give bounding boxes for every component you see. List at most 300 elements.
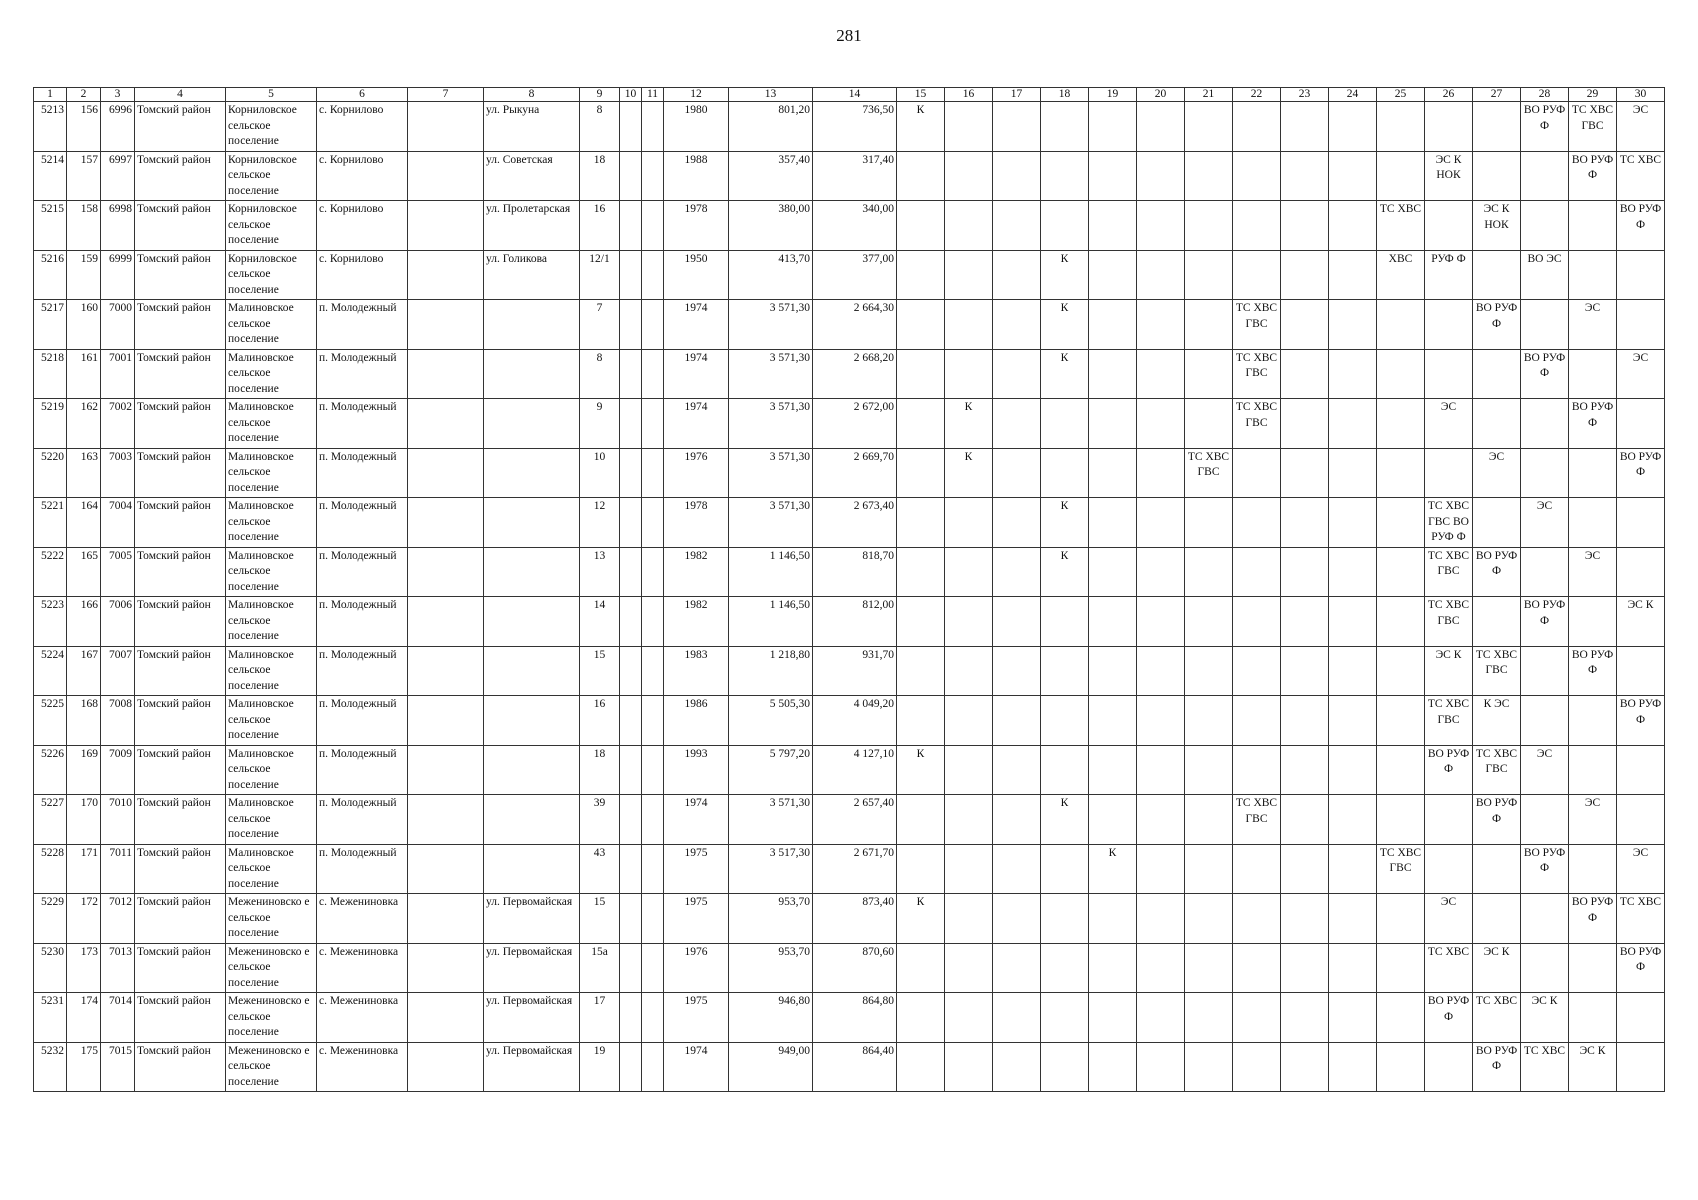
table-cell	[1233, 894, 1281, 944]
table-cell	[1137, 993, 1185, 1043]
table-row	[34, 250, 1665, 300]
table-cell: 5216	[34, 250, 67, 300]
table-cell: 1988	[664, 151, 729, 201]
table-cell	[1041, 597, 1089, 647]
table-cell	[897, 448, 945, 498]
table-cell	[1089, 1042, 1137, 1092]
table-cell	[1473, 349, 1521, 399]
table-cell: К	[1041, 795, 1089, 845]
table-cell	[1425, 102, 1473, 152]
table-row	[34, 448, 1665, 498]
table-cell	[1041, 993, 1089, 1043]
table-cell: ЭС	[1425, 399, 1473, 449]
table-cell	[1329, 349, 1377, 399]
table-cell	[1137, 448, 1185, 498]
table-cell	[1329, 300, 1377, 350]
table-cell: 377,00	[813, 250, 897, 300]
table-cell: 161	[67, 349, 101, 399]
table-cell	[1281, 448, 1329, 498]
table-cell: 812,00	[813, 597, 897, 647]
table-cell: 413,70	[729, 250, 813, 300]
table-cell	[1569, 696, 1617, 746]
table-cell	[1617, 300, 1665, 350]
table-row	[34, 102, 1665, 152]
table-cell: 4 127,10	[813, 745, 897, 795]
table-cell	[620, 745, 642, 795]
table-cell	[945, 1042, 993, 1092]
table-cell: К	[1041, 250, 1089, 300]
table-cell	[620, 1042, 642, 1092]
table-cell	[993, 696, 1041, 746]
table-cell: 43	[580, 844, 620, 894]
table-cell: 16	[580, 201, 620, 251]
table-cell	[1329, 399, 1377, 449]
table-cell	[620, 300, 642, 350]
table-cell: 160	[67, 300, 101, 350]
table-cell	[1041, 646, 1089, 696]
table-cell: 5232	[34, 1042, 67, 1092]
table-cell: ВО РУФ Ф	[1473, 795, 1521, 845]
table-cell: 5224	[34, 646, 67, 696]
table-cell: К	[945, 448, 993, 498]
table-cell	[1521, 646, 1569, 696]
table-cell	[993, 250, 1041, 300]
page-number: 281	[836, 26, 862, 45]
table-cell: 7015	[101, 1042, 135, 1092]
table-cell	[1281, 102, 1329, 152]
table-cell	[993, 894, 1041, 944]
table-cell: ул. Первомайская	[484, 894, 580, 944]
table-cell	[1041, 943, 1089, 993]
table-cell: К	[1041, 300, 1089, 350]
table-cell	[1281, 844, 1329, 894]
table-cell	[620, 399, 642, 449]
table-cell: 818,70	[813, 547, 897, 597]
table-cell	[408, 696, 484, 746]
table-cell	[1185, 597, 1233, 647]
table-cell: ТС ХВС ГВС	[1185, 448, 1233, 498]
table-cell	[1281, 300, 1329, 350]
table-cell	[408, 795, 484, 845]
table-cell: 1993	[664, 745, 729, 795]
table-cell	[408, 1042, 484, 1092]
table-cell: ТС ХВС	[1473, 993, 1521, 1043]
column-header: 29	[1569, 88, 1617, 102]
table-cell: Томский район	[135, 795, 226, 845]
table-cell	[1329, 151, 1377, 201]
table-cell	[408, 498, 484, 548]
table-cell	[945, 498, 993, 548]
column-header: 24	[1329, 88, 1377, 102]
table-cell: 18	[580, 151, 620, 201]
table-cell	[945, 300, 993, 350]
table-cell	[642, 399, 664, 449]
table-cell	[1185, 844, 1233, 894]
table-cell: 14	[580, 597, 620, 647]
table-cell	[897, 250, 945, 300]
table-cell: Томский район	[135, 300, 226, 350]
table-cell: К	[1041, 547, 1089, 597]
table-cell	[993, 498, 1041, 548]
table-cell: п. Молодежный	[317, 498, 408, 548]
table-cell	[1377, 795, 1425, 845]
table-cell: 164	[67, 498, 101, 548]
table-cell	[484, 844, 580, 894]
table-cell: 2 657,40	[813, 795, 897, 845]
table-cell	[1377, 943, 1425, 993]
table-cell: ЭС	[1617, 102, 1665, 152]
table-cell	[1233, 547, 1281, 597]
table-cell: Корниловское сельское поселение	[226, 102, 317, 152]
column-header: 28	[1521, 88, 1569, 102]
table-cell: п. Молодежный	[317, 745, 408, 795]
table-cell: п. Молодежный	[317, 795, 408, 845]
table-cell: с. Корнилово	[317, 102, 408, 152]
table-cell	[1377, 448, 1425, 498]
table-cell: 15а	[580, 943, 620, 993]
table-cell	[897, 943, 945, 993]
table-cell	[642, 102, 664, 152]
table-cell	[1137, 646, 1185, 696]
table-cell	[945, 201, 993, 251]
table-cell: Томский район	[135, 943, 226, 993]
table-cell: Малиновское сельское поселение	[226, 745, 317, 795]
table-cell	[620, 993, 642, 1043]
table-cell	[620, 498, 642, 548]
table-cell: ВО РУФ Ф	[1425, 745, 1473, 795]
table-cell	[642, 993, 664, 1043]
table-cell	[993, 795, 1041, 845]
table-cell: Томский район	[135, 1042, 226, 1092]
table-cell: Межениновско е сельское поселение	[226, 993, 317, 1043]
table-cell	[1185, 151, 1233, 201]
table-cell: 4 049,20	[813, 696, 897, 746]
table-cell: ул. Рыкуна	[484, 102, 580, 152]
table-cell	[1233, 250, 1281, 300]
table-cell	[1089, 795, 1137, 845]
table-cell: ЭС	[1617, 349, 1665, 399]
table-cell: ТС ХВС ГВС	[1569, 102, 1617, 152]
table-cell	[484, 547, 580, 597]
table-cell: ЭС К	[1425, 646, 1473, 696]
table-cell: ВО РУФ Ф	[1473, 300, 1521, 350]
table-cell	[945, 696, 993, 746]
table-cell	[408, 151, 484, 201]
table-cell	[408, 745, 484, 795]
table-row	[34, 151, 1665, 201]
table-cell: 1974	[664, 1042, 729, 1092]
table-cell: ВО РУФ Ф	[1569, 399, 1617, 449]
table-cell: 7003	[101, 448, 135, 498]
table-cell	[408, 349, 484, 399]
table-cell	[1137, 597, 1185, 647]
table-cell: Томский район	[135, 448, 226, 498]
table-cell: ТС ХВС ГВС	[1233, 300, 1281, 350]
table-cell	[1137, 745, 1185, 795]
table-cell	[1473, 151, 1521, 201]
table-cell	[484, 349, 580, 399]
table-cell	[1569, 498, 1617, 548]
table-cell: 5214	[34, 151, 67, 201]
table-cell: ТС ХВС ГВС	[1233, 349, 1281, 399]
table-cell: 2 673,40	[813, 498, 897, 548]
table-cell	[642, 201, 664, 251]
table-cell: 1980	[664, 102, 729, 152]
table-cell	[1185, 300, 1233, 350]
table-cell	[1185, 745, 1233, 795]
table-cell	[1185, 646, 1233, 696]
table-cell	[897, 696, 945, 746]
table-cell	[1041, 102, 1089, 152]
table-cell	[945, 894, 993, 944]
table-cell: 7010	[101, 795, 135, 845]
table-cell	[642, 745, 664, 795]
table-cell	[620, 547, 642, 597]
table-cell: ул. Первомайская	[484, 993, 580, 1043]
table-cell: 953,70	[729, 943, 813, 993]
table-cell	[642, 250, 664, 300]
table-cell	[408, 993, 484, 1043]
table-cell	[1425, 349, 1473, 399]
table-cell	[993, 151, 1041, 201]
table-cell	[408, 300, 484, 350]
table-cell	[1185, 894, 1233, 944]
table-cell	[1473, 498, 1521, 548]
column-header: 9	[580, 88, 620, 102]
table-cell: 5 797,20	[729, 745, 813, 795]
table-cell: Томский район	[135, 547, 226, 597]
table-cell	[1185, 102, 1233, 152]
table-cell: К	[897, 894, 945, 944]
column-header: 5	[226, 88, 317, 102]
table-cell	[1281, 993, 1329, 1043]
table-cell	[945, 597, 993, 647]
table-cell: 168	[67, 696, 101, 746]
table-cell: Малиновское сельское поселение	[226, 795, 317, 845]
table-cell: ЭС	[1521, 745, 1569, 795]
column-header: 2	[67, 88, 101, 102]
table-cell: 1976	[664, 943, 729, 993]
table-cell: 1978	[664, 201, 729, 251]
table-cell: Томский район	[135, 250, 226, 300]
table-cell: 7007	[101, 646, 135, 696]
table-cell: ЭС	[1569, 795, 1617, 845]
table-cell: 6997	[101, 151, 135, 201]
table-cell	[993, 597, 1041, 647]
column-header: 17	[993, 88, 1041, 102]
table-cell	[897, 993, 945, 1043]
table-cell	[1569, 597, 1617, 647]
table-cell: 5229	[34, 894, 67, 944]
table-cell	[1329, 745, 1377, 795]
table-cell	[993, 102, 1041, 152]
table-cell: 1982	[664, 547, 729, 597]
table-cell	[1329, 993, 1377, 1043]
table-cell: 953,70	[729, 894, 813, 944]
table-cell	[620, 349, 642, 399]
table-cell: ЭС	[1521, 498, 1569, 548]
table-cell	[642, 795, 664, 845]
table-row	[34, 547, 1665, 597]
table-row	[34, 993, 1665, 1043]
table-cell	[1233, 151, 1281, 201]
table-cell: 10	[580, 448, 620, 498]
table-cell: 1976	[664, 448, 729, 498]
table-row	[34, 844, 1665, 894]
table-cell: 39	[580, 795, 620, 845]
table-cell: ТС ХВС ГВС	[1233, 399, 1281, 449]
table-cell	[1281, 250, 1329, 300]
column-header: 27	[1473, 88, 1521, 102]
table-cell	[620, 597, 642, 647]
table-cell: 162	[67, 399, 101, 449]
table-cell: ул. Голикова	[484, 250, 580, 300]
table-cell	[1281, 597, 1329, 647]
table-cell: 864,40	[813, 1042, 897, 1092]
table-cell: ВО РУФ Ф	[1569, 151, 1617, 201]
table-cell	[620, 646, 642, 696]
column-header: 21	[1185, 88, 1233, 102]
table-cell	[1137, 696, 1185, 746]
table-cell	[1617, 1042, 1665, 1092]
table-cell	[1089, 102, 1137, 152]
table-cell	[897, 201, 945, 251]
table-cell	[484, 498, 580, 548]
table-cell: 5215	[34, 201, 67, 251]
table-cell: 2 669,70	[813, 448, 897, 498]
table-cell	[620, 943, 642, 993]
column-header: 26	[1425, 88, 1473, 102]
table-cell	[1329, 597, 1377, 647]
table-cell: Корниловское сельское поселение	[226, 250, 317, 300]
table-cell	[484, 448, 580, 498]
table-cell	[1185, 696, 1233, 746]
table-cell: 159	[67, 250, 101, 300]
table-cell	[993, 943, 1041, 993]
table-cell: 949,00	[729, 1042, 813, 1092]
table-cell: 5 505,30	[729, 696, 813, 746]
table-cell: 873,40	[813, 894, 897, 944]
table-cell	[408, 894, 484, 944]
table-row	[34, 399, 1665, 449]
table-cell: ТС ХВС ГВС	[1377, 844, 1425, 894]
table-cell: ТС ХВС	[1521, 1042, 1569, 1092]
table-cell	[1329, 201, 1377, 251]
table-cell: ЭС	[1425, 894, 1473, 944]
table-cell: п. Молодежный	[317, 597, 408, 647]
table-cell	[1521, 151, 1569, 201]
table-cell	[1473, 597, 1521, 647]
table-cell	[1185, 250, 1233, 300]
table-cell	[1089, 646, 1137, 696]
table-cell	[1521, 300, 1569, 350]
table-cell	[1041, 1042, 1089, 1092]
table-cell: Малиновское сельское поселение	[226, 844, 317, 894]
table-cell	[1473, 844, 1521, 894]
table-cell	[1233, 1042, 1281, 1092]
table-cell	[1089, 547, 1137, 597]
table-cell	[484, 795, 580, 845]
table-cell	[642, 894, 664, 944]
table-cell	[1281, 547, 1329, 597]
table-cell	[620, 151, 642, 201]
table-cell	[1329, 547, 1377, 597]
table-cell: ЭС	[1569, 300, 1617, 350]
table-cell	[408, 547, 484, 597]
table-cell	[897, 597, 945, 647]
table-cell	[408, 201, 484, 251]
table-cell: 9	[580, 399, 620, 449]
table-cell	[1281, 894, 1329, 944]
table-cell	[1521, 201, 1569, 251]
table-cell	[1617, 646, 1665, 696]
table-cell	[642, 349, 664, 399]
table-cell: ВО РУФ Ф	[1617, 696, 1665, 746]
table-cell: п. Молодежный	[317, 399, 408, 449]
table-cell: 166	[67, 597, 101, 647]
table-cell	[1425, 795, 1473, 845]
table-cell	[993, 993, 1041, 1043]
table-cell: 5231	[34, 993, 67, 1043]
table-cell	[993, 745, 1041, 795]
table-cell	[642, 300, 664, 350]
table-cell: п. Молодежный	[317, 349, 408, 399]
table-cell: ВО РУФ Ф	[1473, 1042, 1521, 1092]
table-cell	[945, 151, 993, 201]
table-cell	[1137, 498, 1185, 548]
table-cell	[1329, 894, 1377, 944]
table-cell	[1137, 547, 1185, 597]
table-cell: 1975	[664, 844, 729, 894]
table-cell	[1521, 696, 1569, 746]
table-cell: 5213	[34, 102, 67, 152]
table-cell	[484, 300, 580, 350]
table-cell: ТС ХВС ГВС	[1425, 696, 1473, 746]
register-table	[33, 87, 1665, 1092]
table-cell: с. Межениновка	[317, 943, 408, 993]
column-header: 20	[1137, 88, 1185, 102]
table-cell	[1233, 102, 1281, 152]
table-cell: с. Межениновка	[317, 894, 408, 944]
table-cell	[897, 151, 945, 201]
table-cell	[1377, 399, 1425, 449]
table-cell: п. Молодежный	[317, 646, 408, 696]
table-cell: 171	[67, 844, 101, 894]
table-cell: 7011	[101, 844, 135, 894]
table-cell	[1089, 894, 1137, 944]
table-cell	[1137, 300, 1185, 350]
table-cell	[1137, 894, 1185, 944]
table-cell: ВО РУФ Ф	[1617, 448, 1665, 498]
table-cell	[642, 151, 664, 201]
table-cell	[897, 795, 945, 845]
table-row	[34, 201, 1665, 251]
table-cell: ТС ХВС ГВС	[1473, 745, 1521, 795]
table-cell: 946,80	[729, 993, 813, 1043]
table-cell	[1185, 943, 1233, 993]
table-cell	[1281, 646, 1329, 696]
table-cell	[1089, 349, 1137, 399]
table-cell	[1185, 201, 1233, 251]
table-row	[34, 597, 1665, 647]
table-cell: Малиновское сельское поселение	[226, 597, 317, 647]
table-cell	[642, 1042, 664, 1092]
table-cell	[1041, 151, 1089, 201]
table-cell	[1233, 844, 1281, 894]
table-cell: Корниловское сельское поселение	[226, 151, 317, 201]
table-cell	[1329, 795, 1377, 845]
table-cell: 864,80	[813, 993, 897, 1043]
